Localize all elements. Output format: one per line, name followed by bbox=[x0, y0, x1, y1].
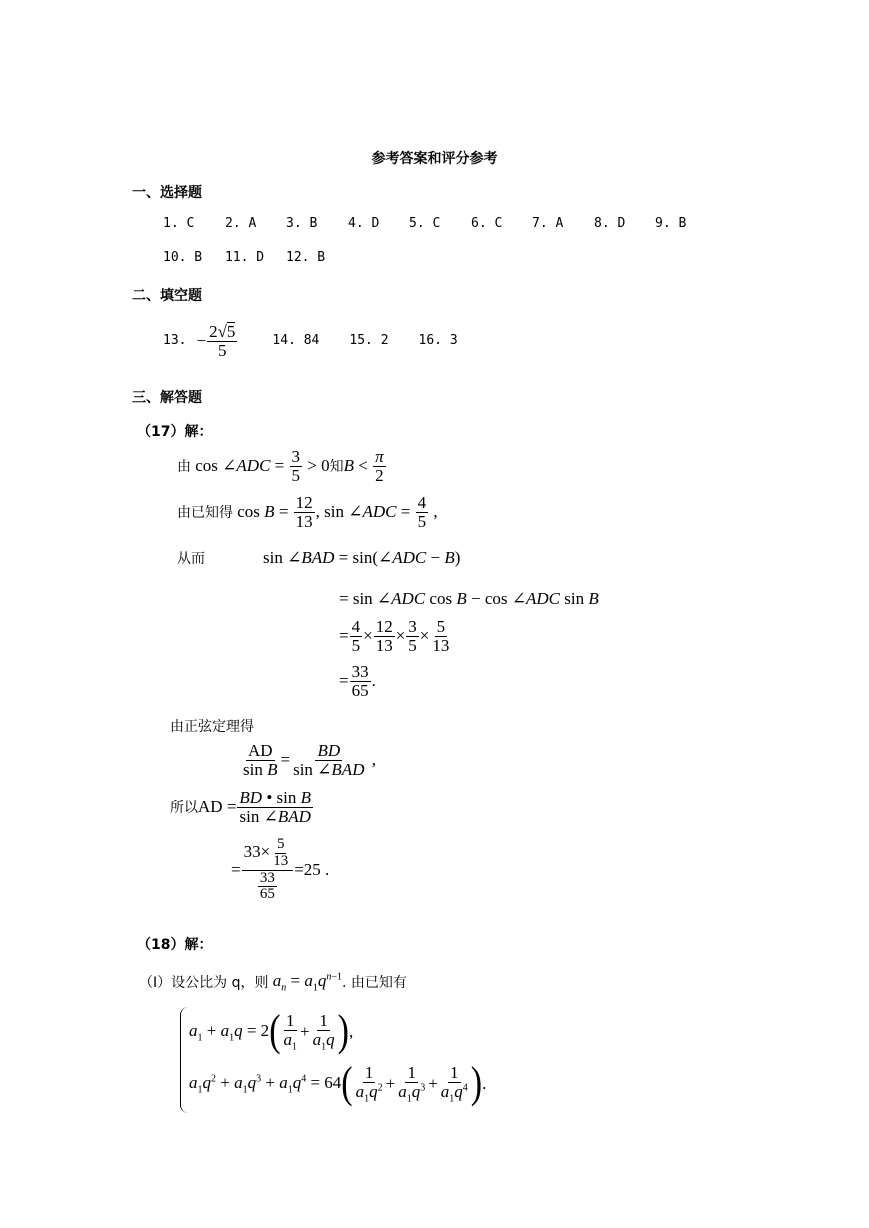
p17-line-3: 从而 sin ∠BAD = sin(∠ADC − B) bbox=[177, 548, 461, 567]
system-equation-2: $a_1q^2 + a_1q^3 + a_1q^4 = 64$ ( $\frac{1}{a_1q^2}$ + $\frac{1}{a_1q^3}$ + $\frac{1}{a_1q^4}$ ) . bbox=[189, 1059, 487, 1108]
p18-intro: （Ⅰ）设公比为 q，则 $a_n = a_1q^{n-1}$ . 由已知有 bbox=[139, 971, 407, 994]
fill-q13-label: 13. bbox=[163, 333, 187, 349]
p17-line-4: = sin ∠ADC cos B − cos ∠ADC sin B bbox=[339, 589, 599, 608]
answer-11: 11. D bbox=[225, 250, 265, 265]
answer-12: 12. B bbox=[286, 250, 326, 265]
answer-3: 3. B bbox=[286, 216, 318, 231]
fill-answers-row: 13. − $\frac{2√5}{5}$ 14. 84 15. 2 16. 3 bbox=[163, 322, 458, 360]
answer-9: 9. B bbox=[655, 216, 687, 231]
fill-q16: 16. 3 bbox=[418, 333, 458, 349]
section-heading-solve: 三、解答题 bbox=[132, 390, 202, 406]
problem-17-heading: （17）解： bbox=[137, 424, 213, 440]
system-brace bbox=[180, 1007, 189, 1113]
p17-line-5: = $\frac{4}{5}$ × $\frac{12}{13}$ × $\frac{3}{5}$ × $\frac{5}{13}$ bbox=[339, 617, 450, 655]
fill-q13-fraction: $\frac{2√5}{5}$ bbox=[209, 322, 236, 360]
answer-4: 4. D bbox=[348, 216, 380, 231]
fill-q15: 15. 2 bbox=[349, 333, 389, 349]
p17-sine-law-text: 由正弦定理得 bbox=[170, 719, 254, 735]
section-heading-choice: 一、选择题 bbox=[132, 185, 202, 201]
p17-line-2: 由已知得 cos B = $\frac{12}{13}$ , sin ∠ADC = $\frac{4}{5}$ , bbox=[177, 493, 438, 531]
answer-7: 7. A bbox=[532, 216, 564, 231]
answer-1: 1. C bbox=[163, 216, 195, 231]
p17-sine-law-eq: $\frac{AD}{\text{sin B}}$ = $\frac{BD}{\text{sin ∠BAD}}$ , bbox=[243, 741, 376, 779]
choice-answers-row-1 bbox=[163, 216, 686, 231]
system-equation-1: $a_1 + a_1q = 2$ ( $\frac{1}{a_1}$ + $\frac{1}{a_1q}$ ) , bbox=[189, 1007, 354, 1056]
p17-line-1: 由 cos ∠ADC = $\frac{3}{5}$ > 0 知 B < $\frac{\pi}{2}$ bbox=[177, 447, 384, 485]
problem-18-heading: （18）解： bbox=[137, 937, 213, 953]
answer-5: 5. C bbox=[409, 216, 441, 231]
choice-answers-row-2 bbox=[163, 250, 325, 265]
answer-8: 8. D bbox=[594, 216, 626, 231]
answer-6: 6. C bbox=[471, 216, 503, 231]
p17-line-6: = $\frac{33}{65}$ . bbox=[339, 662, 376, 700]
answer-2: 2. A bbox=[225, 216, 257, 231]
p17-ad-result: = 33× $\frac{5}{13}$ $\frac{33}{65}$ =25 . bbox=[231, 836, 330, 903]
fill-q14: 14. 84 bbox=[272, 333, 320, 349]
section-heading-fill: 二、填空题 bbox=[132, 288, 202, 304]
p17-ad-expr: 所以 AD = $\frac{\text{BD • sin B}}{\text{sin ∠BAD}}$ bbox=[170, 788, 312, 826]
page-title: 参考答案和评分参考 bbox=[371, 151, 498, 167]
answer-10: 10. B bbox=[163, 250, 203, 265]
